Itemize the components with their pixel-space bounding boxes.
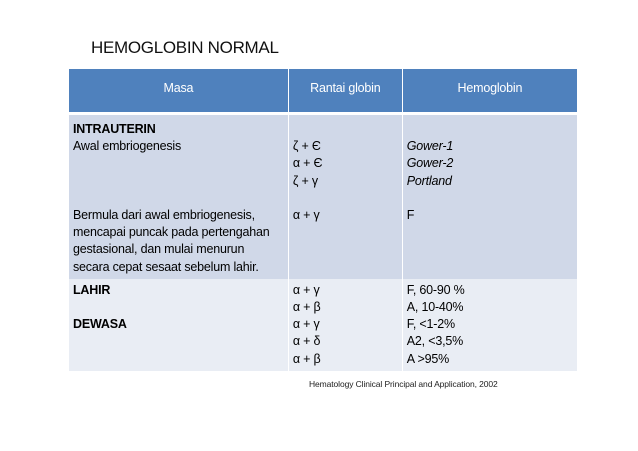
table-row-intrauterin	[69, 115, 577, 279]
page-title: HEMOGLOBIN NORMAL	[91, 38, 279, 57]
hemoglobin-table	[69, 69, 577, 371]
cell-globin-lahir-dewasa	[289, 279, 403, 371]
hemoglobin-value: Gower-1	[406, 139, 454, 154]
hemoglobin-value: A2, <3,5%	[406, 334, 464, 349]
globin-value: α + γ	[292, 207, 320, 222]
hemoglobin-value: Portland	[406, 173, 452, 188]
section-label-intrauterin: INTRAUTERIN	[73, 122, 156, 136]
hemoglobin-value: Gower-2	[406, 156, 454, 171]
cell-masa-lahir-dewasa	[69, 279, 289, 371]
hemoglobin-value: F, 60-90 %	[406, 282, 465, 297]
globin-value: α + β	[292, 351, 321, 366]
cell-masa-intrauterin	[69, 115, 289, 279]
globin-value: α + δ	[292, 334, 321, 349]
masa-awal-embriogenesis: Awal embriogenesis	[73, 139, 182, 154]
globin-value: ζ + Є	[292, 139, 321, 154]
masa-description-line: secara cepat sesaat sebelum lahir.	[73, 259, 259, 274]
cell-hemoglobin-intrauterin	[403, 115, 577, 279]
hemoglobin-value: F	[406, 207, 415, 222]
cell-hemoglobin-lahir-dewasa	[403, 279, 577, 371]
globin-value: α + γ	[292, 282, 320, 297]
masa-description-line: gestasional, dan mulai menurun	[73, 242, 245, 257]
globin-value: α + γ	[292, 317, 320, 332]
section-label-dewasa: DEWASA	[73, 317, 127, 332]
globin-value: ζ + γ	[292, 173, 318, 188]
section-label-lahir: LAHIR	[73, 282, 111, 297]
header-rantai-globin: Rantai globin	[289, 69, 403, 112]
globin-value: α + β	[292, 299, 321, 314]
table-row-lahir-dewasa	[69, 279, 577, 371]
hemoglobin-value: A, 10-40%	[406, 299, 464, 314]
hemoglobin-value: F, <1-2%	[406, 317, 455, 332]
masa-description-line: mencapai puncak pada pertengahan	[73, 225, 270, 240]
table-header-row	[69, 69, 577, 112]
citation: Hematology Clinical Principal and Application, 2002	[309, 379, 498, 389]
globin-value: α + Є	[292, 156, 323, 171]
masa-description-line: Bermula dari awal embriogenesis,	[73, 207, 255, 222]
header-hemoglobin: Hemoglobin	[403, 69, 577, 112]
header-masa: Masa	[69, 69, 289, 112]
cell-globin-intrauterin	[289, 115, 403, 279]
hemoglobin-value: A >95%	[406, 351, 450, 366]
